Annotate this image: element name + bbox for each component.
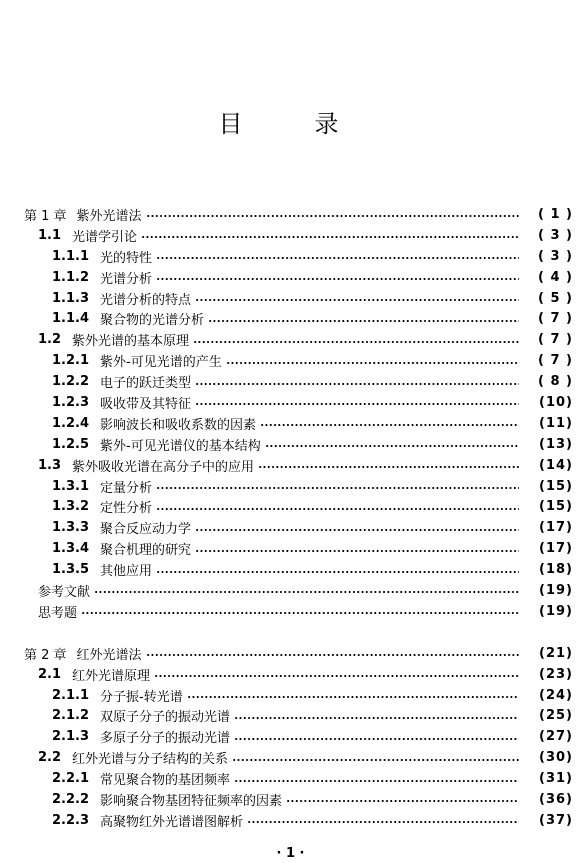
- toc-entry-label: 高聚物红外光谱谱图解析: [100, 814, 244, 830]
- toc-entry-label: 双原子分子的振动光谱: [100, 710, 231, 726]
- toc-entry-label: 多原子分子的振动光谱: [100, 731, 231, 747]
- toc-entry[interactable]: [0, 246, 581, 267]
- toc-page-number: (13): [539, 436, 573, 452]
- toc-entry[interactable]: [0, 392, 581, 413]
- toc-entry-number: 1.1: [38, 227, 62, 243]
- toc-entry-number: 2.1.2: [52, 708, 90, 724]
- toc-entry-label: 红外光谱法: [76, 647, 142, 663]
- dot-leader: [234, 738, 519, 740]
- toc-entry[interactable]: [0, 726, 581, 747]
- toc-page-number: (37): [539, 812, 573, 828]
- toc-entry-number: 2.1.3: [52, 729, 90, 745]
- dot-leader: [234, 780, 519, 782]
- toc-entry[interactable]: [0, 476, 581, 497]
- toc-chapter-entry[interactable]: [0, 204, 581, 225]
- toc-page-number: (10): [539, 394, 573, 410]
- toc-entry-number: 1.1.3: [52, 290, 90, 306]
- page-title: 目 录: [218, 110, 363, 138]
- toc-entry-label: 定性分析: [100, 501, 153, 517]
- toc-page-number: (15): [539, 499, 573, 515]
- toc-entry-number: 1.2.3: [52, 394, 90, 410]
- toc-entry-number: 1.3.2: [52, 499, 90, 515]
- toc-entry[interactable]: [0, 308, 581, 329]
- toc-entry-label: 光的特性: [100, 250, 153, 266]
- toc-entry-label: 分子振-转光谱: [100, 689, 183, 705]
- dot-leader: [193, 341, 519, 343]
- dot-leader: [156, 257, 519, 259]
- toc-entry[interactable]: [0, 685, 581, 706]
- dot-leader: [232, 759, 519, 761]
- toc-entry[interactable]: [0, 664, 581, 685]
- toc-entry[interactable]: [0, 705, 581, 726]
- toc-page-number: (36): [539, 791, 573, 807]
- page-number: · 1 ·: [276, 846, 305, 861]
- toc-entry-number: 2.1: [38, 666, 62, 682]
- toc-entry-number: 1.2: [38, 332, 62, 348]
- toc-page-number: ( 5 ): [538, 290, 573, 306]
- toc-entry-label: 思考题: [38, 605, 78, 621]
- dot-leader: [141, 236, 519, 238]
- toc-entry[interactable]: [0, 768, 581, 789]
- toc-page-number: (14): [539, 457, 573, 473]
- toc-entry-number: 1.1.4: [52, 311, 90, 327]
- dot-leader: [146, 654, 519, 656]
- toc-entry-label: 紫外-可见光谱仪的基本结构: [100, 438, 261, 454]
- toc-chapter-entry[interactable]: [0, 643, 581, 664]
- toc-entry-number: 1.3.5: [52, 562, 90, 578]
- dot-leader: [156, 508, 519, 510]
- toc-entry[interactable]: [0, 789, 581, 810]
- toc-page-number: ( 7 ): [538, 311, 573, 327]
- toc-entry-label: 光谱分析的特点: [100, 292, 192, 308]
- toc-entry-label: 常见聚合物的基团频率: [100, 773, 231, 789]
- dot-leader: [156, 278, 519, 280]
- toc-entry-label: 紫外光谱法: [76, 208, 142, 224]
- toc-entry-label: 吸收带及其特征: [100, 396, 192, 412]
- toc-entry-number: 1.1.2: [52, 269, 90, 285]
- dot-leader: [187, 696, 519, 698]
- dot-leader: [195, 403, 519, 405]
- dot-leader: [247, 821, 519, 823]
- toc-page-number: ( 7 ): [538, 332, 573, 348]
- toc-page-number: ( 1 ): [538, 206, 573, 222]
- toc-page-number: (19): [539, 603, 573, 619]
- toc-entry-label: 红外光谱与分子结构的关系: [72, 752, 229, 768]
- toc-page-number: (11): [539, 415, 573, 431]
- dot-leader: [260, 424, 519, 426]
- toc-entry-label: 其他应用: [100, 564, 153, 580]
- dot-leader: [265, 445, 519, 447]
- toc-entry-number: 2.2.1: [52, 771, 90, 787]
- toc-page-number: ( 7 ): [538, 353, 573, 369]
- toc-page-number: ( 3 ): [538, 227, 573, 243]
- toc-page-number: ( 4 ): [538, 269, 573, 285]
- dot-leader: [208, 320, 519, 322]
- dot-leader: [154, 675, 519, 677]
- toc-entry-label: 电子的跃迁类型: [100, 376, 192, 392]
- toc-entry-label: 影响聚合物基团特征频率的因素: [100, 793, 283, 809]
- toc-page-number: (24): [539, 687, 573, 703]
- dot-leader: [226, 362, 519, 364]
- toc-entry-number: 2.2.3: [52, 812, 90, 828]
- dot-leader: [146, 215, 519, 217]
- toc-entry-number: 1.2.5: [52, 436, 90, 452]
- toc-entry[interactable]: [0, 350, 581, 371]
- dot-leader: [234, 717, 519, 719]
- toc-page-number: (27): [539, 729, 573, 745]
- toc-entry[interactable]: [0, 538, 581, 559]
- toc-entry-label: 红外光谱原理: [72, 668, 151, 684]
- dot-leader: [286, 800, 519, 802]
- toc-entry[interactable]: [0, 810, 581, 831]
- toc-entry-label: 聚合物的光谱分析: [100, 313, 205, 329]
- toc-entry-label: 聚合反应动力学: [100, 522, 192, 538]
- dot-leader: [81, 612, 519, 614]
- toc-entry-label: 定量分析: [100, 480, 153, 496]
- toc-entry-number: 第 2 章: [24, 647, 67, 663]
- toc-entry-number: 2.2.2: [52, 791, 90, 807]
- toc-entry[interactable]: [0, 434, 581, 455]
- toc-entry[interactable]: [0, 747, 581, 768]
- toc-page-number: ( 3 ): [538, 248, 573, 264]
- toc-entry[interactable]: [0, 559, 581, 580]
- toc-page-number: (17): [539, 520, 573, 536]
- toc-entry-number: 2.2: [38, 750, 62, 766]
- toc-entry[interactable]: [0, 455, 581, 476]
- toc-page-number: (18): [539, 562, 573, 578]
- dot-leader: [94, 591, 519, 593]
- toc-entry[interactable]: [0, 580, 581, 601]
- toc-page-number: (19): [539, 582, 573, 598]
- toc-entry-label: 紫外光谱的基本原理: [72, 334, 190, 350]
- toc-page-number: (21): [539, 645, 573, 661]
- toc-page-number: ( 8 ): [538, 374, 573, 390]
- toc-entry-number: 2.1.1: [52, 687, 90, 703]
- toc-entry-label: 紫外-可见光谱的产生: [100, 355, 222, 371]
- toc-entry[interactable]: [0, 329, 581, 350]
- toc-entry-number: 1.1.1: [52, 248, 90, 264]
- dot-leader: [195, 299, 519, 301]
- toc-page-number: (31): [539, 771, 573, 787]
- toc-entry-label: 影响波长和吸收系数的因素: [100, 417, 257, 433]
- toc-page-number: (15): [539, 478, 573, 494]
- toc-entry-number: 1.3.4: [52, 541, 90, 557]
- toc-page-number: (25): [539, 708, 573, 724]
- dot-leader: [195, 550, 519, 552]
- toc-entry-number: 1.3.1: [52, 478, 90, 494]
- section-gap: [0, 622, 581, 643]
- toc-entry[interactable]: [0, 517, 581, 538]
- toc-entry-number: 1.2.2: [52, 374, 90, 390]
- dot-leader: [156, 487, 519, 489]
- dot-leader: [195, 383, 519, 385]
- toc-entry[interactable]: [0, 288, 581, 309]
- toc-entry-label: 聚合机理的研究: [100, 543, 192, 559]
- toc-entry[interactable]: [0, 413, 581, 434]
- toc-entry-number: 1.2.4: [52, 415, 90, 431]
- dot-leader: [195, 529, 519, 531]
- toc-entry[interactable]: [0, 601, 581, 622]
- dot-leader: [258, 466, 519, 468]
- dot-leader: [156, 571, 519, 573]
- toc-entry[interactable]: [0, 371, 581, 392]
- toc-entry-number: 第 1 章: [24, 208, 67, 224]
- toc-entry[interactable]: [0, 267, 581, 288]
- toc-entry-number: 1.3.3: [52, 520, 90, 536]
- toc-entry-label: 参考文献: [38, 584, 91, 600]
- toc-entry-number: 1.2.1: [52, 353, 90, 369]
- toc-entry-label: 紫外吸收光谱在高分子中的应用: [72, 459, 255, 475]
- toc-page-number: (17): [539, 541, 573, 557]
- toc-entry[interactable]: [0, 496, 581, 517]
- toc-page-number: (30): [539, 750, 573, 766]
- table-of-contents: [0, 204, 581, 831]
- toc-page-number: (23): [539, 666, 573, 682]
- toc-entry-label: 光谱学引论: [72, 229, 138, 245]
- toc-entry-label: 光谱分析: [100, 271, 153, 287]
- toc-entry[interactable]: [0, 225, 581, 246]
- toc-entry-number: 1.3: [38, 457, 62, 473]
